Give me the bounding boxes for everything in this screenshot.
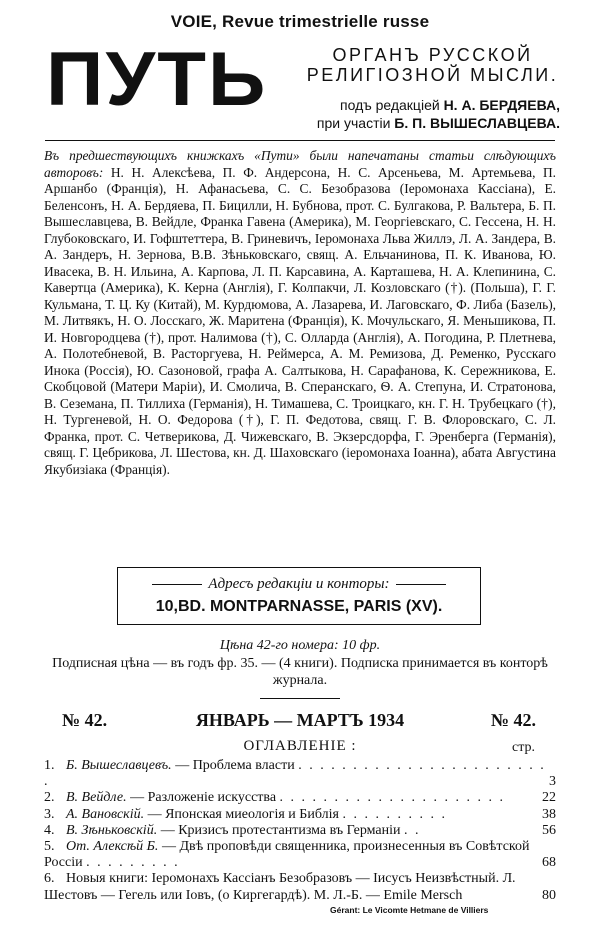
issue-date: ЯНВАРЬ — МАРТЪ 1934 — [195, 710, 405, 730]
toc-item-title: — Японская миеологiя и Библiя — [147, 806, 339, 822]
toc-item-author: В. Зѣньковскiй. — [66, 822, 158, 838]
organ-line-1: ОРГАНЪ РУССКОЙ — [332, 45, 533, 65]
toc-item-author: Б. Вышеславцевъ. — [66, 758, 172, 773]
address-title: Адресъ редакцiи и конторы: — [208, 576, 390, 592]
toc-item-page: 56 — [538, 823, 556, 839]
toc-item-title: Новыя книги: Iеромонахъ Кассiанъ Безобразовъ — Iисусъ Неизвѣстный. Л. Шестовъ — Гегель или Iовъ, (о Киргегардѣ). М. Л.-Б. — Emile Mersch — [44, 871, 516, 903]
toc-item-number: 2. — [44, 790, 55, 806]
toc-item: 2. В. Вейдле. — Разложенiе искусства . . . . . . . . . . . . . . . . . . . . . 22 — [44, 790, 556, 806]
short-divider — [260, 698, 340, 699]
contents-heading: ОГЛАВЛЕНIЕ : — [243, 738, 357, 754]
subscription-info: Подписная цѣна — въ годъ фр. 35. — (4 книги). Подписка принимается въ конторѣ журнала. — [52, 656, 548, 688]
editor-name: Н. А. БЕРДЯЕВА, — [443, 97, 560, 113]
editors-block — [270, 96, 560, 132]
toc-item-number: 5. — [44, 839, 55, 855]
authors-paragraph — [44, 148, 556, 478]
toc-item-author: От. Алексѣй Б. — [66, 839, 159, 855]
authors-list: Н. Н. Алексѣева, П. Ф. Андерсона, Н. С. Арсеньева, М. Артемьева, П. Аршанбо (Францiя), Н. Афанасьева, С. С. Безобразова (Iеромонаха Кассiана), Е. Беленсонъ, Н. А. Бердяева, П. Бицилли, Н. Бубнова, прот. С. Булгакова, Р. Вальтера, Б. П. Вышеславцева, В. Вейдле, Франка Гавена (Америка), М. Георгiевскаго, С. Гессена, Н. Н. Глубоковскаго, И. Гофштеттера, В. Гриневичъ, Iеромонаха Льва Жиллэ, Л. А. Зандера, В. А. Зандеръ, Н. Зернова, В.В. Зѣньковскаго, свящ. А. Ельчанинова, П. К. Иванова, Ю. Ивасека, В. Н. Ильина, А. Карпова, Л. П. Карсавина, А. Карташева, Н. А. Клепинина, С. Кавертца (Америка), К. Керна (Англiя), Г. Колпакчи, Л. Козловскаго (†). (Польша), Г. Г. Кульмана, Т. Ц. Ку (Китай), М. Курдюмова, А. Лазарева, И. Лаговскаго, Ф. Либа (Базель), М. Литвякъ, Н. О. Лосскаго, Ж. Маритена (Францiя), К. Мочульскаго, Я. Меньшикова, П. И. Новгородцева (†), прот. Налимова (†), С. Олларда (Англiя), А. Погодина, Р. Плетнева, А. Полотебневой, В. Расторгуева, Н. Реймерса, А. М. Ремизова, Д. Ременко, Русскаго Инока (Россiя), Ю. Сазоновой, графа А. Салтыкова, Н. Сарафанова, К. Сережникова, Е. Скобцовой (Матери Марiи), И. Смолича, В. Сперанскаго, Ѳ. А. Степуна, И. Стратонова, В. Сеземана, П. Тиллиха (Германiя), Н. Тимашева, С. Троицкаго, кн. Г. Н. Трубецкаго (†), Н. Тургеневой, Н. О. Федорова (†), Г. П. Федотова, свящ. Г. В. Флоровскаго, С. Л. Франка, прот. С. Четверикова, Д. Чижевскаго, В. Экзерсдорфа, Г. Эренберга (Германiя), свящ. Г. Цебрикова, Л. Шестова, кн. Д. Шаховскаго (iеромонаха Iоанна), абата Августина Якубизiака (Францiя). — [44, 164, 556, 477]
toc-item-number: 4. — [44, 822, 55, 838]
toc-item-number: 3. — [44, 806, 55, 822]
toc-item-author: А. Вановскiй. — [66, 806, 145, 822]
issue-line — [44, 710, 556, 734]
editor-prefix: подъ редакцiей — [340, 97, 440, 113]
toc-item-page: 38 — [538, 807, 556, 823]
header-divider — [45, 140, 555, 141]
toc-item — [44, 871, 556, 903]
toc-item: 4. В. Зѣньковскiй. — Кризисъ протестантизма въ Германiи . . 56 — [44, 822, 556, 838]
issue-number-left: № 42. — [62, 710, 108, 730]
toc-item-author: В. Вейдле. — [66, 790, 127, 806]
assistant-name: Б. П. ВЫШЕСЛАВЦЕВА. — [394, 115, 560, 131]
toc-item: 5. От. Алексѣй Б. — Двѣ проповѣди священника, произнесенныя въ Совѣтской Россiи . . . . . . . . . 68 — [44, 839, 556, 871]
address-title-row — [118, 576, 480, 593]
toc-item-title: — Проблема власти — [175, 758, 295, 773]
toc-item-number: 6. — [44, 871, 55, 887]
masthead-title: ПУТЬ — [46, 37, 268, 122]
toc-item-title: — Разложенiе искусства — [130, 790, 277, 806]
authors-intro: Въ предшествующихъ книжкахъ «Пути» были напечатаны статьи слѣдующихъ авторовъ: — [44, 148, 556, 180]
table-of-contents — [44, 758, 556, 904]
toc-item-page: 68 — [538, 855, 556, 871]
assistant-prefix: при участiи — [316, 115, 391, 131]
toc-item-page: 80 — [538, 888, 556, 904]
gerant-signature: Gérant: Le Vicomte Hetmane de Villiers — [330, 905, 489, 915]
assistant-line — [270, 114, 560, 132]
issue-price: Цѣна 42-го номера: 10 фр. — [219, 638, 381, 653]
address-right-rule — [396, 584, 446, 585]
address-box — [117, 567, 481, 625]
editor-line — [270, 96, 560, 114]
toc-item-title: — Кризисъ протестантизма въ Германiи — [160, 822, 401, 838]
toc-item-number: 1. — [44, 758, 55, 773]
toc-item: 3. А. Вановскiй. — Японская миеологiя и Библiя . . . . . . . . . . 38 — [44, 806, 556, 822]
journal-french-title: VOIE, Revue trimestrielle russe — [170, 12, 430, 31]
toc-item-page: 22 — [538, 790, 556, 806]
contents-page-column-label: стр. — [512, 740, 536, 755]
toc-item-title: — Двѣ проповѣди священника, произнесенныя въ Совѣтской Россiи — [44, 839, 530, 871]
organ-subtitle — [300, 45, 565, 85]
organ-line-2: РЕЛИГIОЗНОЙ МЫСЛИ. — [306, 65, 559, 85]
address-line: 10,BD. MONTPARNASSE, PARIS (XV). — [155, 598, 443, 615]
toc-item: 1. Б. Вышеславцевъ. — Проблема власти . . . . . . . . . . . . . . . . . . . . . . . . 3 — [44, 758, 556, 790]
toc-item-page: 3 — [545, 774, 556, 790]
address-left-rule — [152, 584, 202, 585]
issue-number-right: № 42. — [490, 710, 536, 730]
